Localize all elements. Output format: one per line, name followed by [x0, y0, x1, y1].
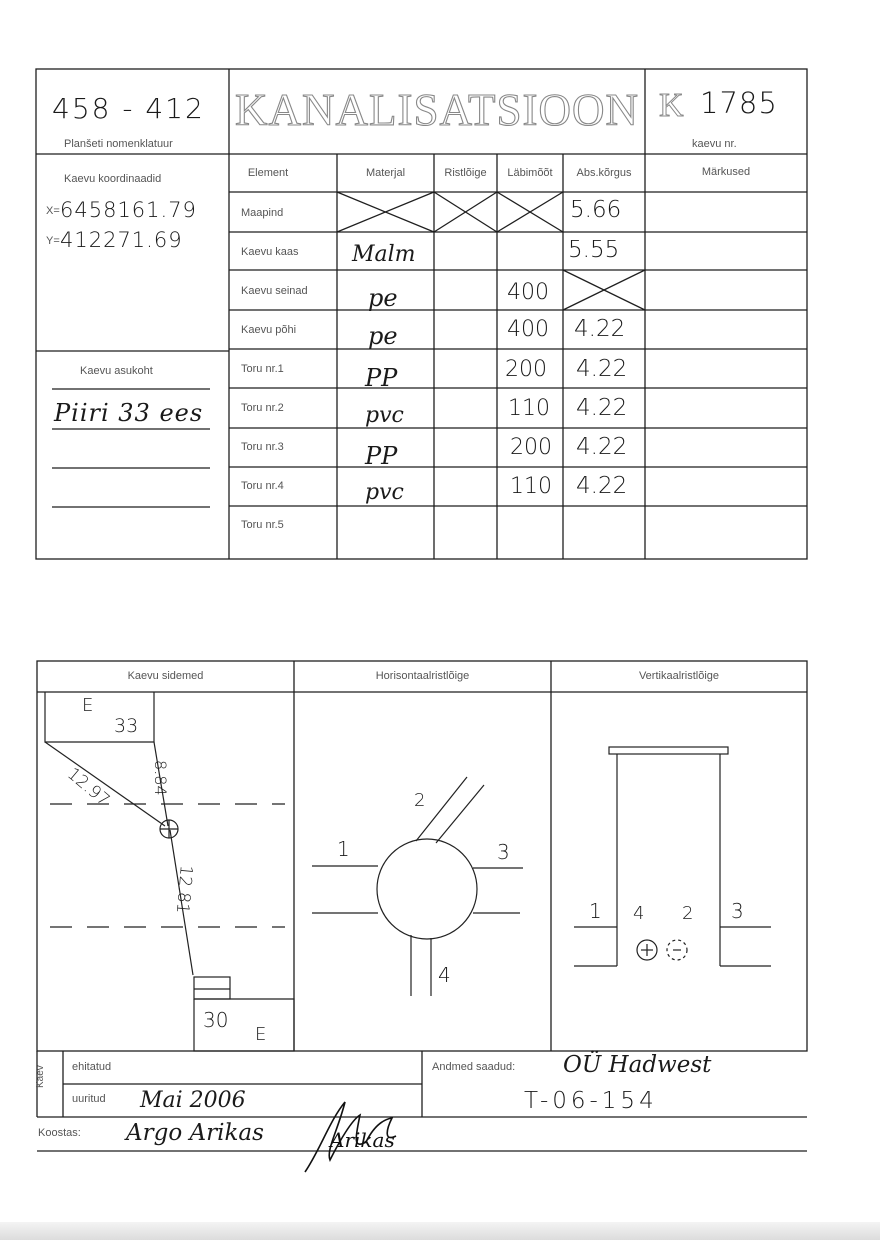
h-pipe-1-label: 1	[337, 837, 350, 861]
h-pipe-3-label: 3	[497, 840, 510, 864]
col-header-element: Element	[247, 167, 289, 179]
data-source-label: Andmed saadud:	[432, 1061, 516, 1073]
ties-sketch	[45, 692, 294, 1051]
well-side-label: Kaev	[35, 1065, 46, 1088]
row-element: Kaevu kaas	[241, 246, 299, 258]
well-code: K	[659, 87, 684, 124]
signature: Arikas	[330, 1128, 395, 1152]
row-elevation: 4.22	[576, 473, 628, 499]
compiled-value: Argo Arikas	[126, 1120, 264, 1146]
data-source-ref: T-06-154	[524, 1088, 658, 1114]
col-header-material: Materjal	[365, 167, 406, 179]
ties-label: Kaevu sidemed	[127, 670, 204, 682]
row-element: Toru nr.2	[241, 402, 284, 414]
bottom-building-letter: E	[255, 1024, 267, 1045]
row-material: PP	[365, 442, 398, 470]
vertical-section-label: Vertikaalristlõige	[638, 670, 720, 682]
row-elevation: 5.55	[568, 237, 620, 263]
data-source-value: OÜ Hadwest	[563, 1052, 712, 1078]
location-value: Piiri 33 ees	[54, 399, 204, 427]
surveyed-label: uuritud	[72, 1093, 106, 1105]
row-diameter: 110	[508, 396, 550, 421]
nomenclature-value: 458 - 412	[52, 92, 205, 125]
col-header-diameter: Läbimõõt	[507, 167, 553, 179]
col-header-notes: Märkused	[701, 166, 751, 178]
bottom-building-number: 30	[203, 1008, 229, 1032]
v-pipe-2-label: 2	[682, 903, 694, 924]
vertical-section-sketch	[574, 747, 771, 966]
well-number-label: kaevu nr.	[692, 138, 737, 150]
scan-edge	[0, 1222, 880, 1240]
v-pipe-3-label: 3	[731, 899, 744, 923]
dim-lower: 12.81	[171, 864, 196, 915]
row-element: Toru nr.4	[241, 480, 284, 492]
row-material: PP	[365, 364, 398, 392]
row-element: Kaevu põhi	[241, 324, 297, 336]
row-elevation: 5.66	[570, 197, 622, 223]
well-number: 1785	[700, 86, 778, 120]
row-diameter: 400	[507, 317, 549, 342]
row-elevation: 4.22	[576, 434, 628, 460]
row-diameter: 200	[505, 357, 547, 382]
row-diameter: 200	[510, 435, 552, 460]
col-header-cross-section: Ristlõige	[444, 167, 487, 179]
compiled-label: Koostas:	[38, 1127, 81, 1139]
row-material: pe	[368, 284, 398, 312]
row-element: Toru nr.3	[241, 441, 284, 453]
row-element: Maapind	[241, 207, 284, 219]
v-pipe-1-label: 1	[589, 899, 602, 923]
page-title: KANALISATSIOON	[235, 85, 639, 135]
row-material: pe	[368, 322, 398, 350]
y-coordinate: 412271.69	[60, 228, 183, 252]
col-header-elevation: Abs.kõrgus	[576, 167, 632, 179]
row-element: Kaevu seinad	[241, 285, 308, 297]
v-pipe-4-label: 4	[633, 903, 645, 924]
nomenclature-label: Planšeti nomenklatuur	[64, 138, 173, 150]
top-building-number: 33	[114, 715, 139, 737]
horizontal-section-label: Horisontaalristlõige	[375, 670, 470, 682]
y-prefix: Y=	[46, 235, 60, 247]
x-coordinate: 6458161.79	[60, 198, 197, 222]
row-material: Malm	[352, 242, 416, 267]
row-elevation: 4.22	[576, 395, 628, 421]
dim-upper: 8.84	[151, 760, 170, 796]
row-elevation: 4.22	[576, 356, 628, 382]
row-element: Toru nr.5	[241, 519, 284, 531]
h-pipe-4-label: 4	[438, 963, 451, 987]
row-material: pvc	[365, 403, 404, 428]
row-material: pvc	[365, 480, 404, 505]
dim-diagonal: 12.97	[63, 764, 114, 811]
surveyed-value: Mai 2006	[140, 1088, 246, 1113]
row-element: Toru nr.1	[241, 363, 284, 375]
location-label: Kaevu asukoht	[80, 365, 153, 377]
built-label: ehitatud	[72, 1061, 112, 1073]
row-diameter: 110	[510, 474, 552, 499]
x-prefix: X=	[46, 205, 60, 217]
top-building-letter: E	[82, 695, 94, 716]
row-diameter: 400	[507, 280, 549, 305]
row-elevation: 4.22	[574, 316, 626, 342]
h-pipe-2-label: 2	[414, 790, 426, 811]
coords-label: Kaevu koordinaadid	[64, 173, 162, 185]
